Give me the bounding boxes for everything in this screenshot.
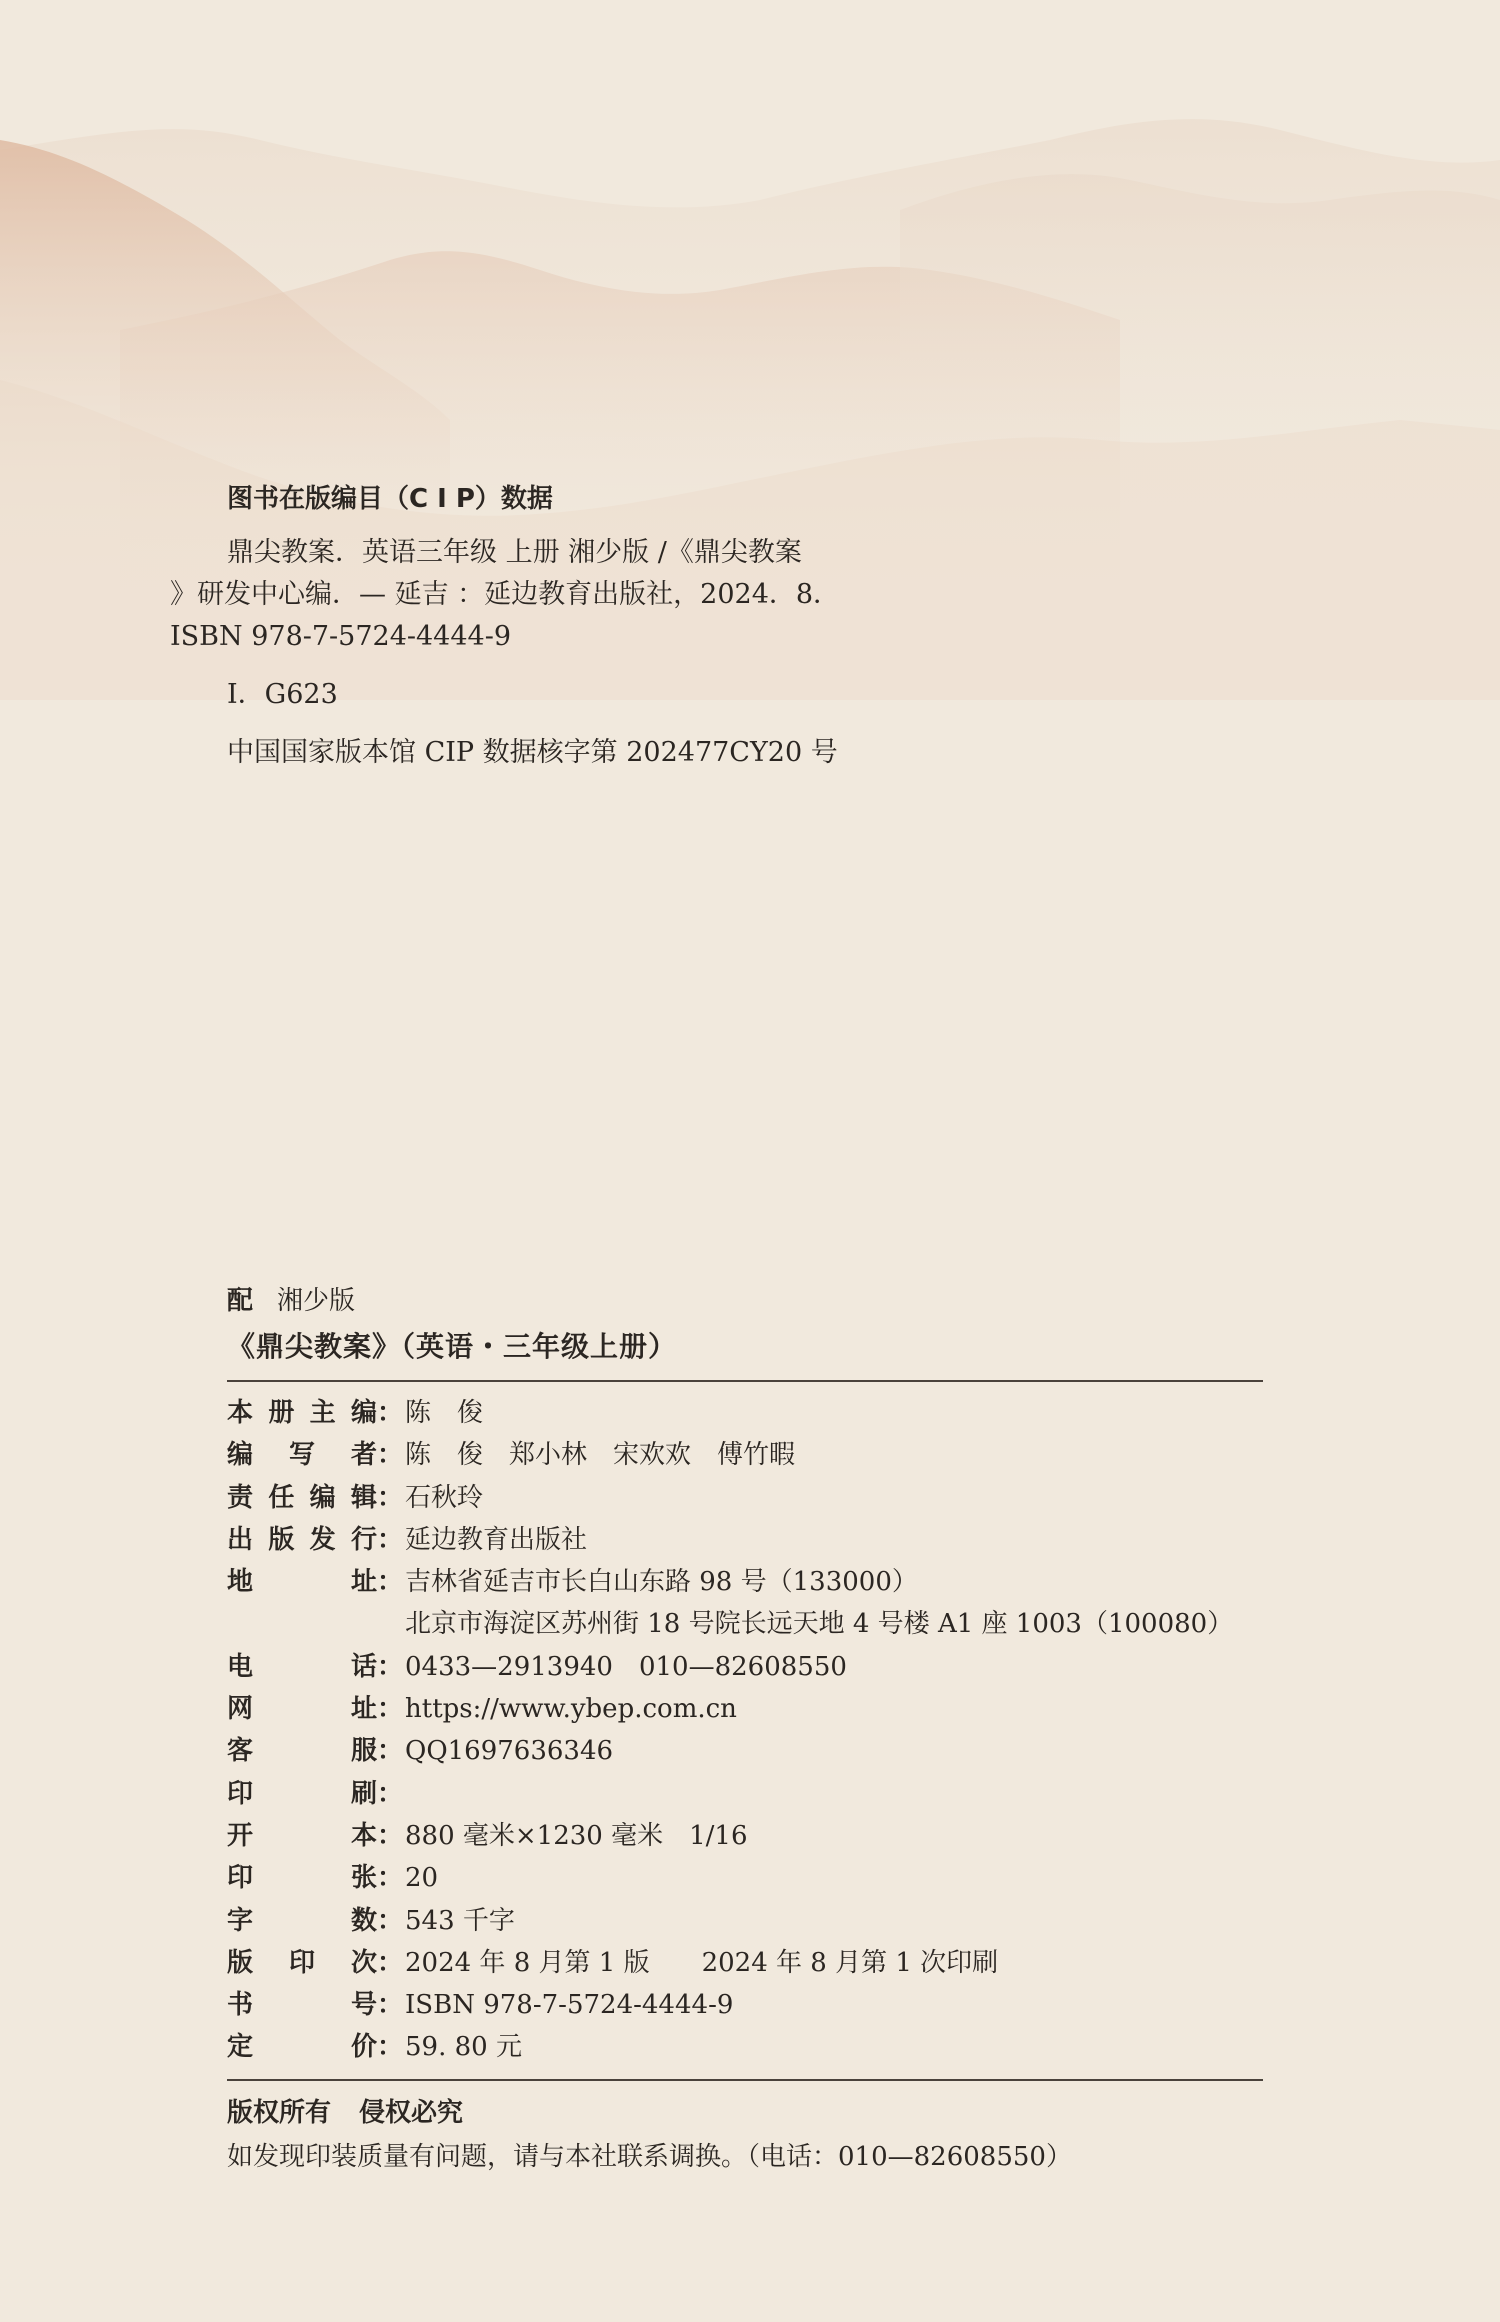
label-char: 发 xyxy=(309,1524,336,1555)
colophon-row-value: 吉林省延吉市长白山东路 98 号（133000） xyxy=(405,1567,918,1598)
label-colon: ： xyxy=(377,1990,404,2021)
colophon-row-value: 北京市海淀区苏州街 18 号院长远天地 4 号楼 A1 座 1003（100080） xyxy=(405,1609,1234,1640)
colophon-row xyxy=(227,1730,1267,1772)
label-colon: ： xyxy=(377,1694,404,1725)
edition-label: 配 xyxy=(227,1286,254,1316)
quality-notice: 如发现印装质量有问题，请与本社联系调换。（电话：010—82608550） xyxy=(227,2141,1072,2172)
label-char: 本 xyxy=(350,1820,377,1851)
colophon-row-value: QQ1697636346 xyxy=(405,1736,614,1767)
divider-bottom xyxy=(227,2079,1263,2081)
label-char: 刷 xyxy=(350,1778,377,1809)
colophon-row-label xyxy=(227,1942,377,1984)
label-char: 印 xyxy=(227,1863,254,1894)
colophon-row-value: 石秋玲 xyxy=(405,1482,484,1513)
colophon xyxy=(227,1280,1267,2179)
label-colon: ： xyxy=(377,1820,404,1851)
colophon-row xyxy=(227,1942,1267,1984)
colophon-row xyxy=(227,1688,1267,1730)
cip-line-2: 》研发中心编．— 延吉 ：延边教育出版社，2024．8． xyxy=(170,579,841,610)
label-char: 书 xyxy=(227,1990,254,2021)
cip-title: 图书在版编目（C I P）数据 xyxy=(227,484,553,514)
colophon-row-label xyxy=(227,1773,377,1815)
label-char: 址 xyxy=(350,1567,377,1598)
label-colon: ： xyxy=(377,1567,404,1598)
colophon-row-label xyxy=(227,1519,377,1561)
rights-reserved: 版权所有 xyxy=(227,2097,332,2128)
label-char: 号 xyxy=(350,1990,377,2021)
label-char: 版 xyxy=(268,1524,295,1555)
colophon-row-value xyxy=(393,1773,405,1815)
label-char: 字 xyxy=(227,1905,254,1936)
cip-line-3: ISBN 978-7-5724-4444-9 xyxy=(170,621,512,652)
label-char: 编 xyxy=(227,1440,254,1471)
rights-line xyxy=(227,2091,1267,2135)
cip-line-1: 鼎尖教案．英语三年级 上册 湘少版 /《鼎尖教案 xyxy=(227,537,802,568)
label-colon: ： xyxy=(377,1398,404,1428)
colophon-row-label xyxy=(227,1434,377,1476)
colophon-row-value: 0433—2913940 010—82608550 xyxy=(405,1651,847,1682)
label-char: 版 xyxy=(227,1947,254,1978)
cip-line-4: Ⅰ．G623 xyxy=(227,679,338,710)
divider-top xyxy=(227,1380,1263,1382)
label-char: 话 xyxy=(350,1651,377,1682)
label-char: 客 xyxy=(227,1736,254,1767)
label-colon: ： xyxy=(377,1651,404,1682)
label-char: 数 xyxy=(350,1905,377,1936)
colophon-row xyxy=(227,1561,1267,1603)
colophon-row-value: ISBN 978-7-5724-4444-9 xyxy=(405,1990,734,2021)
label-char: 册 xyxy=(268,1398,295,1428)
edition-line xyxy=(227,1280,1267,1322)
label-colon: ： xyxy=(377,1482,404,1513)
colophon-row xyxy=(227,1392,1267,1434)
colophon-row xyxy=(227,1900,1267,1942)
colophon-row-value: 延边教育出版社 xyxy=(405,1524,588,1555)
label-char: 任 xyxy=(268,1482,295,1513)
colophon-row xyxy=(227,1984,1267,2026)
label-char: 者 xyxy=(350,1440,377,1471)
label-char: 定 xyxy=(227,2032,254,2063)
label-char: 张 xyxy=(350,1863,377,1894)
colophon-row-value: 59. 80 元 xyxy=(405,2032,522,2063)
cip-data-block xyxy=(170,478,910,774)
colophon-rows xyxy=(227,1392,1267,2069)
label-char: 责 xyxy=(227,1482,254,1513)
label-colon: ： xyxy=(377,1778,404,1809)
label-colon: ： xyxy=(377,1947,404,1978)
book-title: 《鼎尖教案》（英语・三年级上册） xyxy=(227,1330,678,1363)
label-char: 编 xyxy=(350,1398,377,1428)
label-colon: ： xyxy=(377,1524,404,1555)
cip-line-5: 中国国家版本馆 CIP 数据核字第 202477CY20 号 xyxy=(227,737,838,768)
colophon-row-value: 陈 俊 xyxy=(405,1398,484,1428)
colophon-row-value: 陈 俊 郑小林 宋欢欢 傅竹暇 xyxy=(405,1440,796,1471)
colophon-row-label xyxy=(227,1857,377,1899)
colophon-row xyxy=(227,1646,1267,1688)
colophon-row xyxy=(227,1815,1267,1857)
colophon-row xyxy=(227,1434,1267,1476)
label-colon: ： xyxy=(377,1863,404,1894)
colophon-row-label xyxy=(227,1815,377,1857)
colophon-row-label xyxy=(227,1561,377,1603)
label-char: 址 xyxy=(350,1694,377,1725)
colophon-row-label xyxy=(227,1984,377,2026)
colophon-row xyxy=(227,1603,1267,1645)
label-char: 地 xyxy=(227,1567,254,1598)
colophon-row-value: 20 xyxy=(405,1863,439,1894)
label-char: 印 xyxy=(288,1947,315,1978)
label-char: 印 xyxy=(227,1778,254,1809)
colophon-row-value: https://www.ybep.com.cn xyxy=(405,1694,737,1725)
colophon-row-label xyxy=(227,2026,377,2068)
label-char: 行 xyxy=(350,1524,377,1555)
colophon-row xyxy=(227,2026,1267,2068)
colophon-row xyxy=(227,1519,1267,1561)
piracy-notice: 侵权必究 xyxy=(359,2097,464,2128)
colophon-row-label xyxy=(227,1392,377,1434)
label-colon: ： xyxy=(377,1736,404,1767)
label-char: 辑 xyxy=(350,1482,377,1513)
label-colon: ： xyxy=(377,1440,404,1471)
label-char: 服 xyxy=(350,1736,377,1767)
colophon-row-label xyxy=(227,1477,377,1519)
colophon-row-label xyxy=(227,1730,377,1772)
edition-value: 湘少版 xyxy=(277,1286,356,1316)
colophon-row xyxy=(227,1773,1267,1815)
colophon-row-label xyxy=(227,1646,377,1688)
label-char: 次 xyxy=(350,1947,377,1978)
label-char: 网 xyxy=(227,1694,254,1725)
label-char: 编 xyxy=(309,1482,336,1513)
label-char: 开 xyxy=(227,1820,254,1851)
colophon-row xyxy=(227,1477,1267,1519)
label-char: 电 xyxy=(227,1651,254,1682)
colophon-row-value: 880 毫米×1230 毫米 1/16 xyxy=(405,1820,748,1851)
label-colon: ： xyxy=(377,1905,404,1936)
label-char: 出 xyxy=(227,1524,254,1555)
colophon-row xyxy=(227,1857,1267,1899)
colophon-row-value: 2024 年 8 月第 1 版 2024 年 8 月第 1 次印刷 xyxy=(405,1947,999,1978)
colophon-row-label xyxy=(227,1688,377,1730)
colophon-row-value: 543 千字 xyxy=(405,1905,515,1936)
label-char: 写 xyxy=(288,1440,315,1471)
colophon-row-label xyxy=(227,1900,377,1942)
label-char: 主 xyxy=(309,1398,336,1428)
label-char: 本 xyxy=(227,1398,254,1428)
label-char: 价 xyxy=(350,2032,377,2063)
label-colon: ： xyxy=(377,2032,404,2063)
